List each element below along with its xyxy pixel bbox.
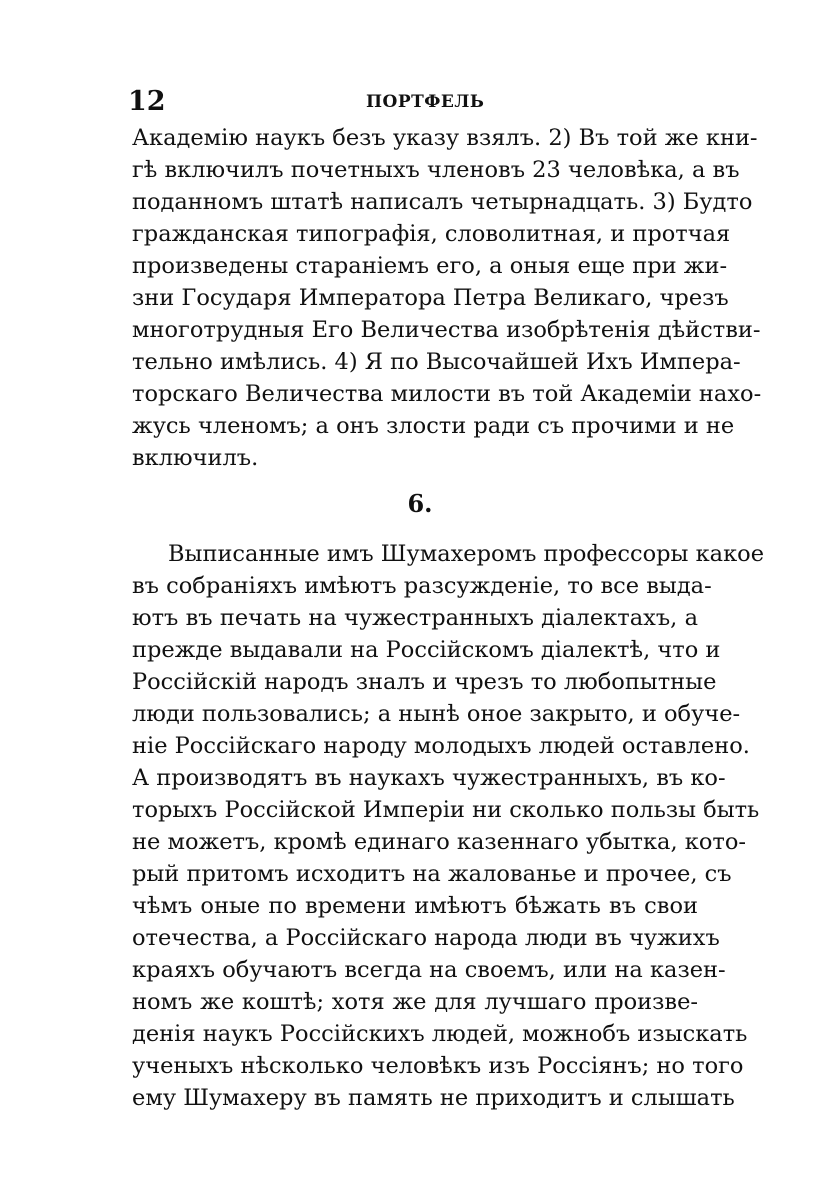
text-line: краяхъ обучаютъ всегда на своемъ, или на казен-: [132, 957, 726, 983]
text-line: жусь членомъ; а онъ злости ради съ прочими и не: [132, 413, 735, 439]
text-line: включилъ.: [132, 445, 259, 471]
text-line: зни Государя Императора Петра Великаго, чрезъ: [132, 285, 729, 311]
text-line: многотрудныя Его Величества изобрѣтенія дѣйстви-: [132, 317, 761, 343]
text-line: А производятъ въ наукахъ чужестранныхъ, въ ко-: [132, 765, 726, 791]
running-title: ПОРТФЕЛЬ: [366, 92, 485, 112]
page-number: 12: [128, 86, 166, 117]
text-line: люди пользовались; а нынѣ оное закрыто, и обуче-: [132, 701, 741, 727]
paragraph-1: [132, 122, 762, 474]
text-line: гѣ включилъ почетныхъ членовъ 23 человѣка, а въ: [132, 157, 740, 183]
text-line: произведены стараніемъ его, а оныя еще при жи-: [132, 253, 728, 279]
text-line: Академію наукъ безъ указу взялъ. 2) Въ той же кни-: [132, 125, 758, 151]
text-line: денія наукъ Россійскихъ людей, можнобъ изыскать: [132, 1021, 748, 1047]
text-line: тельно имѣлись. 4) Я по Высочайшей Ихъ Импера-: [132, 349, 741, 375]
text-line: чѣмъ оные по времени имѣютъ бѣжать въ свои: [132, 893, 698, 919]
text-line: рый притомъ исходитъ на жалованье и прочее, съ: [132, 861, 732, 887]
text-line: торыхъ Россійской Имперіи ни сколько пользы быть: [132, 797, 760, 823]
text-line: Россійскій народъ зналъ и чрезъ то любопытные: [132, 669, 717, 695]
text-line: ютъ въ печать на чужестранныхъ діалектахъ, а: [132, 605, 698, 631]
paragraph-2: [132, 570, 760, 1114]
text-line: гражданская типографія, словолитная, и протчая: [132, 221, 731, 247]
text-line: ему Шумахеру въ память не приходитъ и слышать: [132, 1085, 735, 1111]
text-line: ученыхъ нѣсколько человѣкъ изъ Россіянъ; но того: [132, 1053, 744, 1079]
text-line: не можетъ, кромѣ единаго казеннаго убытка, кото-: [132, 829, 746, 855]
page-header: [128, 86, 698, 118]
text-line: номъ же коштѣ; хотя же для лучшаго произве-: [132, 989, 698, 1015]
text-line: поданномъ штатѣ написалъ четырнадцать. 3) Будто: [132, 189, 753, 215]
text-line: ніе Россійскаго народу молодыхъ людей оставлено.: [132, 733, 750, 759]
text-line: отечества, а Россійскаго народа люди въ чужихъ: [132, 925, 720, 951]
text-line: торскаго Величества милости въ той Академіи нахо-: [132, 381, 762, 407]
text-line: въ собраніяхъ имѣютъ разсужденіе, то все выда-: [132, 573, 712, 599]
section-number: 6.: [407, 489, 433, 518]
text-line: прежде выдавали на Россійскомъ діалектѣ, что и: [132, 637, 721, 663]
paragraph-2-first-line: [168, 538, 765, 570]
text-line: Выписанные имъ Шумахеромъ профессоры какое: [168, 541, 765, 567]
